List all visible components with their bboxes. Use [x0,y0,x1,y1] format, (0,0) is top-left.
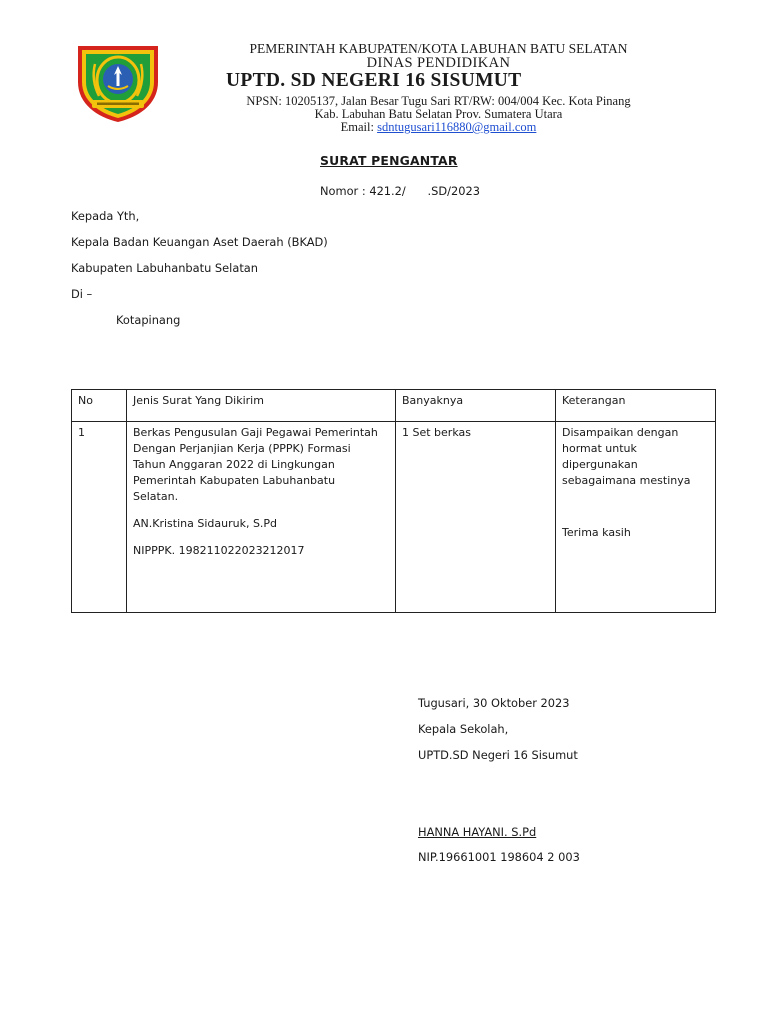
letterhead-email-line [166,120,711,135]
keterangan-line: dipergunakan [562,458,638,471]
email-link[interactable]: sdntugusari116880@gmail.com [377,120,537,134]
header-no: No [72,390,127,422]
email-label: Email: [340,120,374,134]
jenis-line: Tahun Anggaran 2022 di Lingkungan [133,458,335,471]
addressee-office: Kepala Badan Keuangan Aset Daerah (BKAD) [71,235,328,249]
letterhead-government: PEMERINTAH KABUPATEN/KOTA LABUHAN BATU SELATAN [249,41,628,56]
employee-name: AN.Kristina Sidauruk, S.Pd [133,517,278,530]
keterangan-line: sebagaimana mestinya [562,474,691,487]
jenis-line: Berkas Pengusulan Gaji Pegawai Pemerintah [133,426,378,439]
thank-you: Terima kasih [562,526,631,539]
addressee-greeting: Kepada Yth, [71,209,140,223]
letterhead-school-name: UPTD. SD NEGERI 16 SISUMUT [226,70,522,91]
keterangan-line: hormat untuk [562,442,637,455]
addressee-city: Kotapinang [116,313,181,327]
signature-nip: NIP.19661001 198604 2 003 [418,850,580,864]
addressee-regency: Kabupaten Labuhanbatu Selatan [71,261,258,275]
letterhead-address: NPSN: 10205137, Jalan Besar Tugu Sari RT/RW: 004/004 Kec. Kota Pinang [246,94,631,108]
signature-name: HANNA HAYANI. S.Pd [418,825,537,839]
regency-emblem-icon [75,42,161,124]
header-banyaknya: Banyaknya [396,390,556,422]
letter-number: Nomor : 421.2/ .SD/2023 [320,184,480,198]
table-row [72,422,716,613]
jenis-line: Pemerintah Kabupaten Labuhanbatu [133,474,336,487]
table-header-row [72,390,716,422]
signature-place-date: Tugusari, 30 Oktober 2023 [418,696,570,710]
signature-role: Kepala Sekolah, [418,722,509,736]
cell-keterangan [556,422,716,613]
header-keterangan: Keterangan [556,390,716,422]
addressee-di: Di – [71,287,93,301]
employee-nipppk: NIPPPK. 198211022023212017 [133,544,305,557]
documents-table [71,389,716,613]
letterhead-region: Kab. Labuhan Batu Selatan Prov. Sumatera Utara [314,107,563,121]
cell-banyaknya: 1 Set berkas [396,422,556,613]
cell-jenis [127,422,396,613]
header-jenis: Jenis Surat Yang Dikirim [127,390,396,422]
cell-no: 1 [72,422,127,613]
keterangan-line: Disampaikan dengan [562,426,679,439]
jenis-line: Dengan Perjanjian Kerja (PPPK) Formasi [133,442,351,455]
signature-school: UPTD.SD Negeri 16 Sisumut [418,748,578,762]
letterhead-department: DINAS PENDIDIKAN [366,55,511,71]
jenis-line: Selatan. [133,490,179,503]
letter-title: SURAT PENGANTAR [320,153,458,168]
